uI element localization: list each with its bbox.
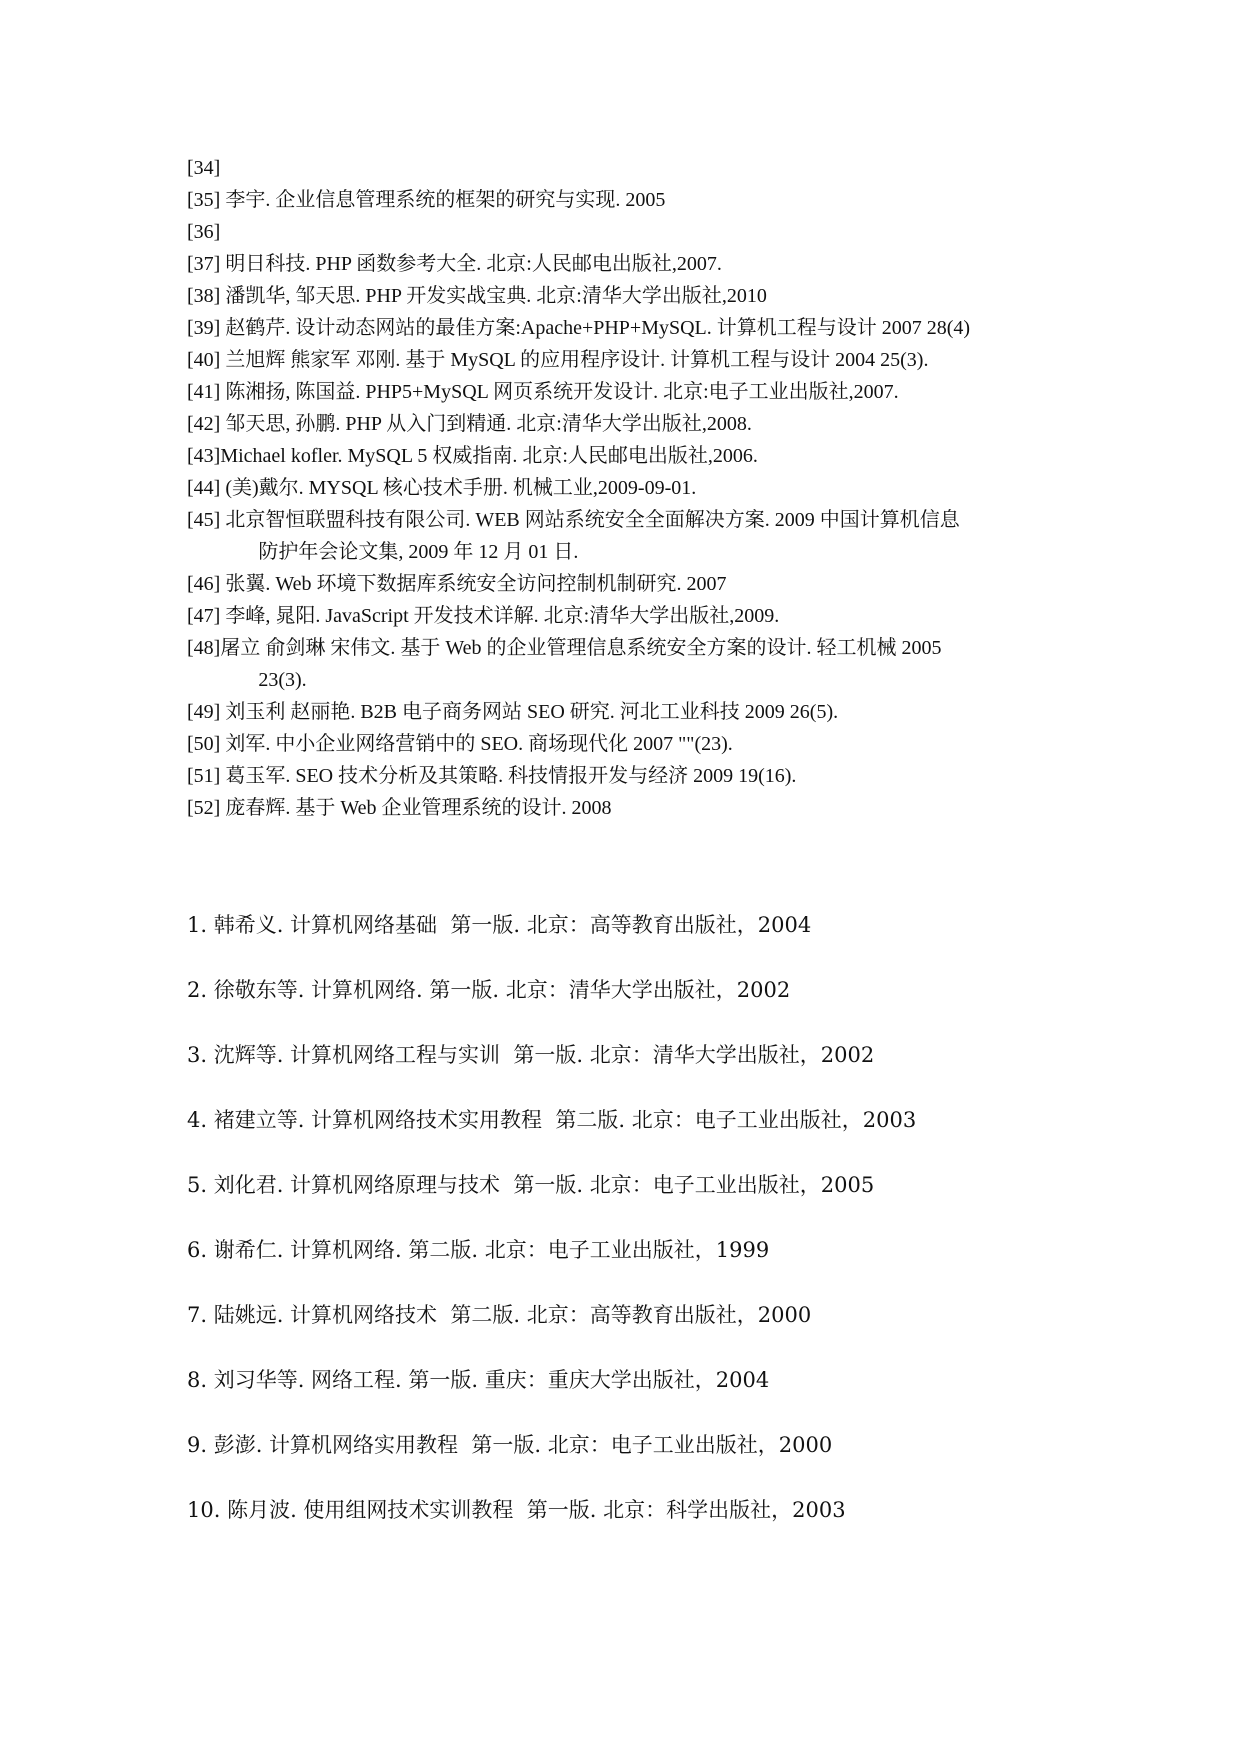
reference-number: [52]	[187, 797, 221, 819]
reference-number: [45]	[187, 509, 221, 531]
reference-item	[187, 568, 1087, 600]
reference-text: 北京智恒联盟科技有限公司. WEB 网站系统安全全面解决方案. 2009 中国计算机信息	[225, 509, 960, 531]
reference-item	[187, 472, 1087, 504]
book-item: 7. 陆姚远. 计算机网络技术 第二版. 北京：高等教育出版社，2000	[187, 1303, 812, 1327]
reference-item	[187, 792, 1087, 824]
book-item: 9. 彭澎. 计算机网络实用教程 第一版. 北京：电子工业出版社，2000	[187, 1433, 833, 1457]
reference-text: 明日科技. PHP 函数参考大全. 北京:人民邮电出版社,2007.	[225, 253, 722, 275]
reference-number: [41]	[187, 381, 221, 403]
reference-item	[187, 760, 1087, 792]
reference-text: 屠立 俞剑琳 宋伟文. 基于 Web 的企业管理信息系统安全方案的设计. 轻工机械 2005	[220, 637, 942, 659]
reference-number: [37]	[187, 253, 221, 275]
reference-text: 陈湘扬, 陈国益. PHP5+MySQL 网页系统开发设计. 北京:电子工业出版社,2007.	[225, 381, 899, 403]
reference-number: [40]	[187, 349, 221, 371]
reference-text: 李宇. 企业信息管理系统的框架的研究与实现. 2005	[225, 189, 666, 211]
reference-text: 李峰, 晁阳. JavaScript 开发技术详解. 北京:清华大学出版社,2009.	[225, 605, 780, 627]
reference-item	[187, 312, 1087, 344]
reference-number: [49]	[187, 701, 221, 723]
reference-item	[187, 184, 1087, 216]
reference-text: 刘玉利 赵丽艳. B2B 电子商务网站 SEO 研究. 河北工业科技 2009 26(5).	[225, 701, 839, 723]
book-item: 8. 刘习华等. 网络工程. 第一版. 重庆：重庆大学出版社，2004	[187, 1368, 770, 1392]
reference-text-continued: 23(3).	[258, 669, 307, 691]
reference-number: [50]	[187, 733, 221, 755]
reference-number: [47]	[187, 605, 221, 627]
reference-list	[187, 152, 1087, 824]
book-item: 10. 陈月波. 使用组网技术实训教程 第一版. 北京：科学出版社，2003	[187, 1498, 846, 1522]
reference-number: [36]	[187, 221, 221, 243]
reference-number: [51]	[187, 765, 221, 787]
reference-number: [43]	[187, 445, 221, 467]
reference-text-continued: 防护年会论文集, 2009 年 12 月 01 日.	[258, 541, 579, 563]
book-list	[187, 909, 1087, 1559]
reference-text: (美)戴尔. MYSQL 核心技术手册. 机械工业,2009-09-01.	[225, 477, 697, 499]
book-item: 6. 谢希仁. 计算机网络. 第二版. 北京：电子工业出版社，1999	[187, 1238, 770, 1262]
reference-text: 兰旭辉 熊家军 邓刚. 基于 MySQL 的应用程序设计. 计算机工程与设计 2004 25(3).	[225, 349, 929, 371]
reference-number: [38]	[187, 285, 221, 307]
reference-text: 庞春辉. 基于 Web 企业管理系统的设计. 2008	[225, 797, 612, 819]
reference-text: Michael kofler. MySQL 5 权威指南. 北京:人民邮电出版社,2006.	[220, 445, 758, 467]
reference-number: [34]	[187, 157, 221, 179]
reference-number: [44]	[187, 477, 221, 499]
reference-number: [42]	[187, 413, 221, 435]
reference-item	[187, 280, 1087, 312]
reference-text: 邹天思, 孙鹏. PHP 从入门到精通. 北京:清华大学出版社,2008.	[225, 413, 752, 435]
book-item: 2. 徐敬东等. 计算机网络. 第一版. 北京：清华大学出版社，2002	[187, 978, 791, 1002]
reference-item	[187, 440, 1087, 472]
reference-number: [46]	[187, 573, 221, 595]
reference-item	[187, 248, 1087, 280]
reference-text: 刘军. 中小企业网络营销中的 SEO. 商场现代化 2007 ""(23).	[225, 733, 733, 755]
reference-item	[187, 504, 1087, 568]
reference-item	[187, 600, 1087, 632]
reference-number: [39]	[187, 317, 221, 339]
reference-item	[187, 728, 1087, 760]
reference-number: [35]	[187, 189, 221, 211]
reference-text: 赵鹤芹. 设计动态网站的最佳方案:Apache+PHP+MySQL. 计算机工程与设计 2007 28(4)	[225, 317, 971, 339]
reference-number: [48]	[187, 637, 221, 659]
reference-item	[187, 152, 1087, 184]
book-item: 5. 刘化君. 计算机网络原理与技术 第一版. 北京：电子工业出版社，2005	[187, 1173, 875, 1197]
reference-item	[187, 696, 1087, 728]
reference-text: 张翼. Web 环境下数据库系统安全访问控制机制研究. 2007	[225, 573, 727, 595]
reference-item	[187, 408, 1087, 440]
book-item: 4. 褚建立等. 计算机网络技术实用教程 第二版. 北京：电子工业出版社，2003	[187, 1108, 917, 1132]
reference-item	[187, 632, 1087, 696]
book-item: 1. 韩希义. 计算机网络基础 第一版. 北京：高等教育出版社，2004	[187, 913, 812, 937]
book-item: 3. 沈辉等. 计算机网络工程与实训 第一版. 北京：清华大学出版社，2002	[187, 1043, 875, 1067]
reference-item	[187, 376, 1087, 408]
reference-text: 葛玉军. SEO 技术分析及其策略. 科技情报开发与经济 2009 19(16).	[225, 765, 797, 787]
reference-item	[187, 344, 1087, 376]
reference-text: 潘凯华, 邹天思. PHP 开发实战宝典. 北京:清华大学出版社,2010	[225, 285, 767, 307]
reference-item	[187, 216, 1087, 248]
